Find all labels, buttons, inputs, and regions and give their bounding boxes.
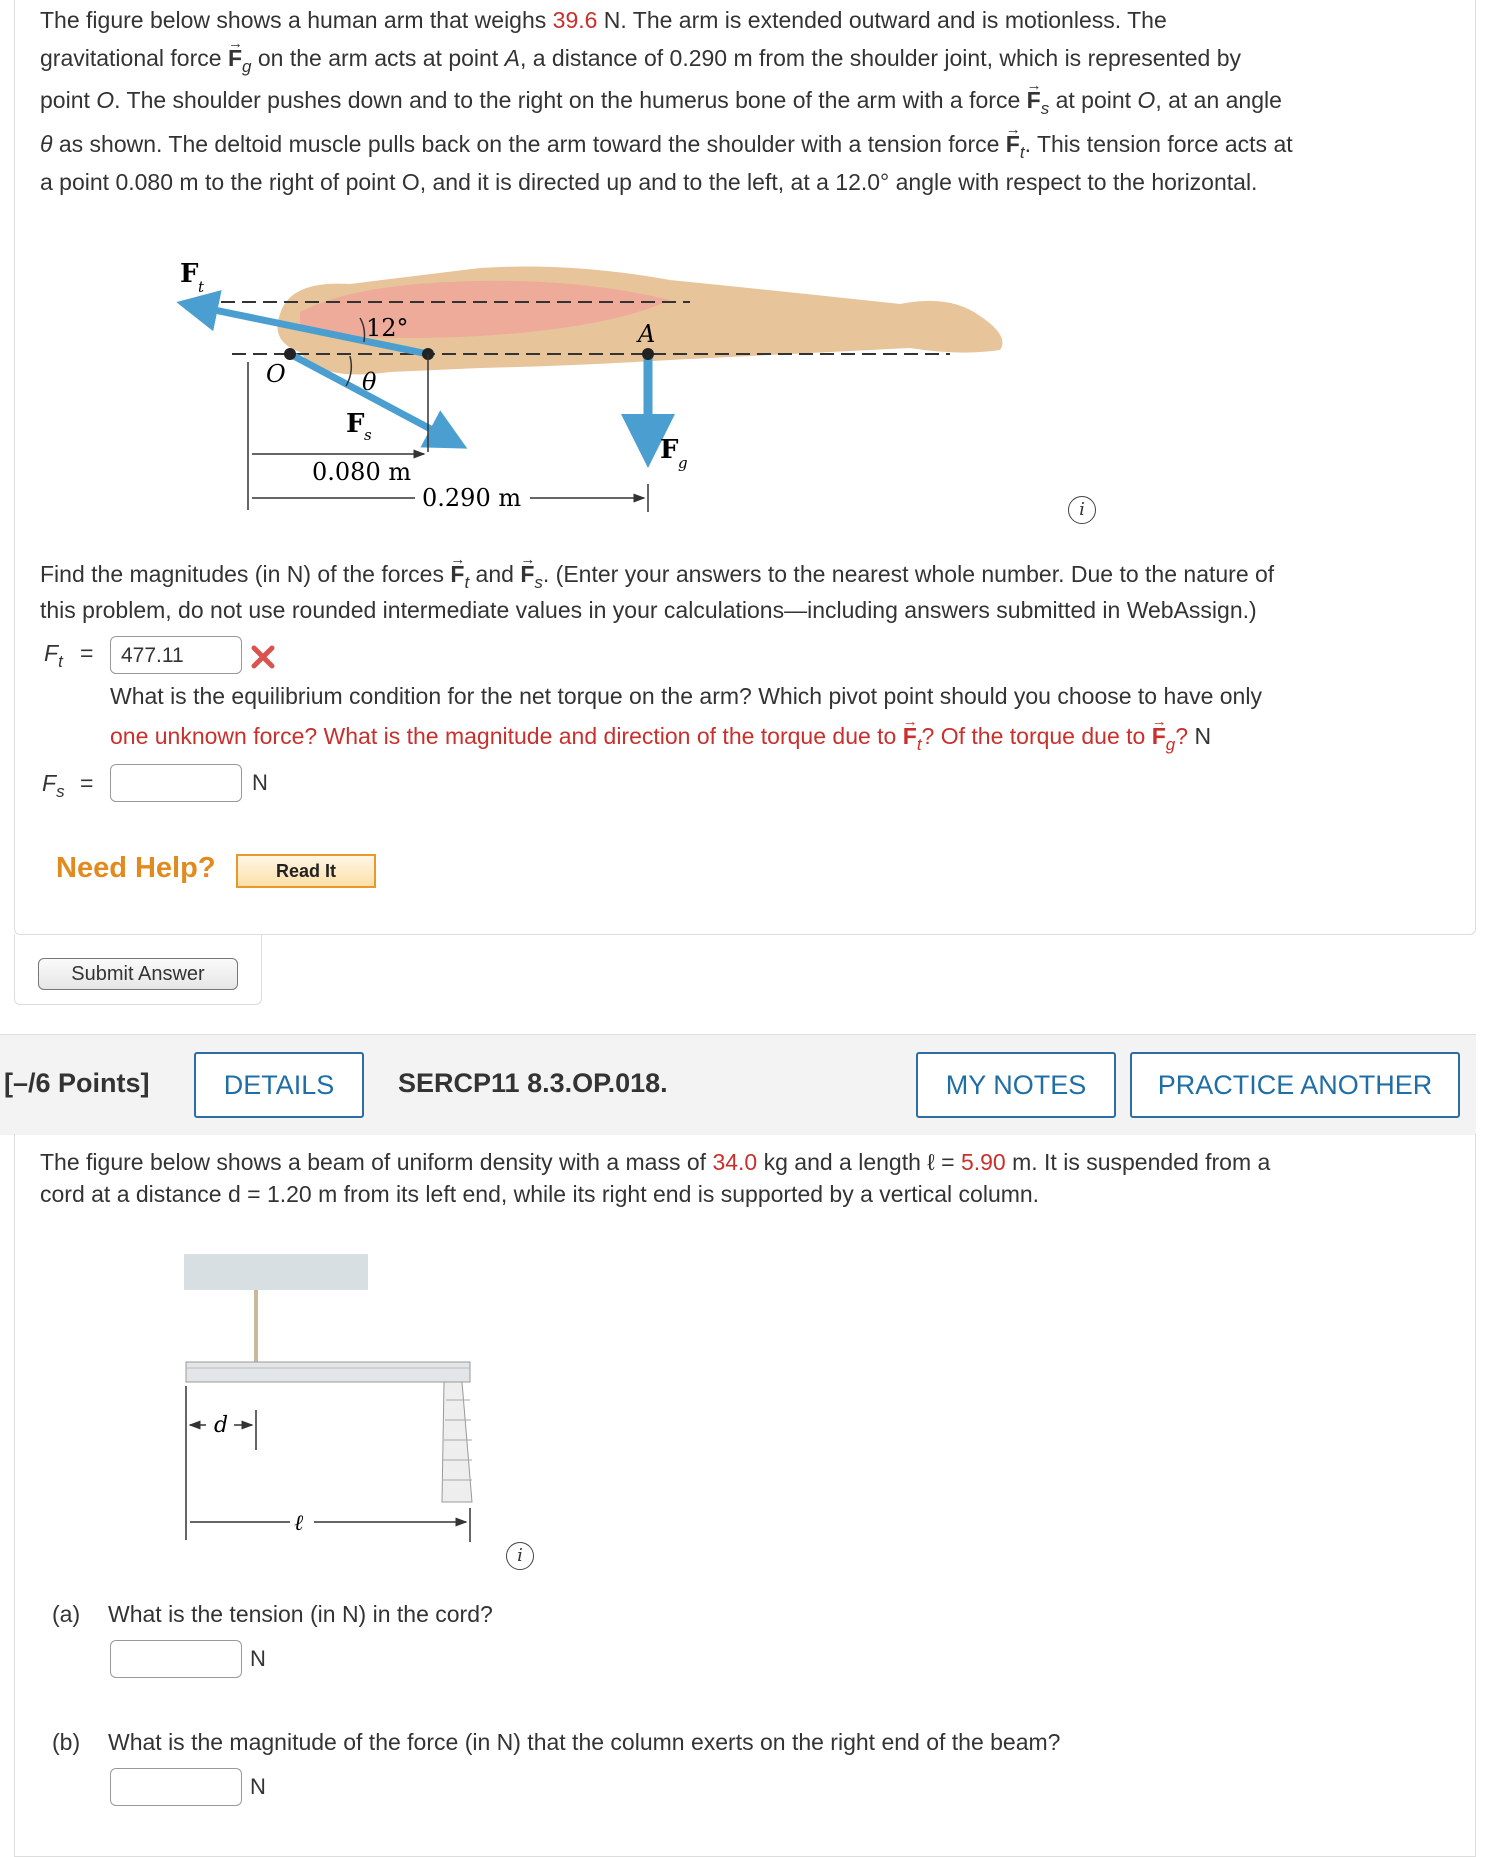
incorrect-icon bbox=[250, 644, 276, 670]
part-a-question: What is the tension (in N) in the cord? bbox=[108, 1601, 493, 1627]
vec-sub: t bbox=[1019, 143, 1025, 162]
vec-letter: F bbox=[450, 561, 465, 587]
text: kg and a length ℓ = bbox=[757, 1149, 961, 1175]
part-b-label: (b) bbox=[52, 1729, 81, 1755]
problem-code: SERCP11 8.3.OP.018. bbox=[398, 1068, 668, 1098]
text: F bbox=[42, 770, 57, 796]
theta: θ bbox=[40, 131, 53, 157]
text: Find the magnitudes (in N) of the forces bbox=[40, 561, 451, 587]
point-A-dot bbox=[642, 348, 654, 360]
length-value: 5.90 bbox=[960, 1149, 1006, 1175]
Ft-label bbox=[44, 640, 63, 672]
text: at point bbox=[1049, 87, 1138, 113]
unit-N: N bbox=[250, 1646, 266, 1671]
label-Fg-sub: g bbox=[678, 454, 688, 472]
label-Fs: F bbox=[346, 409, 365, 439]
part-b-question: What is the magnitude of the force (in N) that the column exerts on the right end of the beam? bbox=[108, 1729, 1061, 1755]
text: , at an angle bbox=[1155, 87, 1282, 113]
vec-letter: F bbox=[520, 561, 535, 587]
my-notes-button[interactable]: MY NOTES bbox=[916, 1052, 1116, 1118]
vec-letter: F bbox=[227, 45, 242, 71]
ceiling bbox=[184, 1254, 368, 1290]
label-d: d bbox=[214, 1413, 229, 1438]
vec-letter: F bbox=[1026, 87, 1041, 113]
q1-line-2 bbox=[40, 40, 1241, 85]
q1-line-3 bbox=[40, 82, 1282, 127]
vec-sub: g bbox=[242, 57, 252, 76]
vec-letter: F bbox=[902, 723, 917, 749]
text: The figure below shows a human arm that weighs bbox=[40, 7, 553, 33]
submit-answer-button[interactable]: Submit Answer bbox=[38, 958, 238, 990]
details-button[interactable]: DETAILS bbox=[194, 1052, 364, 1118]
Ft-answer-input[interactable]: 477.11 bbox=[110, 636, 242, 674]
label-Fg: F bbox=[660, 435, 679, 465]
label-290: 0.290 m bbox=[422, 484, 522, 512]
text: one unknown force? What is the magnitude and direction of the torque due to bbox=[110, 723, 903, 749]
unit-N: N bbox=[250, 1774, 266, 1799]
practice-another-button[interactable]: PRACTICE ANOTHER bbox=[1130, 1052, 1460, 1118]
label-O: O bbox=[266, 360, 286, 388]
mass-value: 34.0 bbox=[712, 1149, 758, 1175]
weight-value: 39.6 bbox=[552, 7, 598, 33]
read-it-button[interactable]: Read It bbox=[236, 854, 376, 888]
vec-sub: g bbox=[1165, 735, 1176, 754]
label-Fs-sub: s bbox=[364, 426, 372, 444]
label-theta: θ bbox=[362, 368, 377, 396]
point-O-dot bbox=[284, 348, 296, 360]
hint-line-2 bbox=[110, 718, 1211, 763]
vector-Fg bbox=[228, 40, 252, 85]
label-l: ℓ bbox=[294, 1511, 304, 1536]
vector-Fg bbox=[1152, 718, 1176, 763]
text: , a distance of 0.290 m from the shoulder joint, which is represented by bbox=[519, 45, 1242, 71]
vector-Ft bbox=[903, 718, 922, 763]
point-A: A bbox=[504, 45, 520, 71]
tension-input[interactable] bbox=[110, 1640, 242, 1678]
info-icon[interactable]: i bbox=[1068, 496, 1096, 524]
vec-letter: F bbox=[1151, 723, 1166, 749]
text: ? bbox=[1175, 723, 1189, 749]
text: . This tension force acts at bbox=[1024, 131, 1293, 157]
label-12deg: 12° bbox=[366, 314, 409, 342]
part-a-label: (a) bbox=[52, 1601, 81, 1627]
text: as shown. The deltoid muscle pulls back on the arm toward the shoulder with a tension force bbox=[52, 131, 1006, 157]
text: . (Enter your answers to the nearest whole number. Due to the nature of bbox=[542, 561, 1275, 587]
vec-sub: t bbox=[464, 573, 470, 592]
q1-line-5: a point 0.080 m to the right of point O, and it is directed up and to the left, at a 12.0° angle with respect to the horizontal. bbox=[40, 169, 1258, 195]
need-help-label: Need Help? bbox=[56, 852, 216, 884]
hint-line-1: What is the equilibrium condition for the net torque on the arm? Which pivot point should you choose to have only bbox=[110, 683, 1262, 709]
q1-line-1 bbox=[40, 2, 1167, 39]
vec-sub: t bbox=[916, 735, 922, 754]
label-Ft-sub: t bbox=[198, 278, 205, 296]
beam bbox=[186, 1362, 470, 1382]
Fs-label bbox=[42, 770, 65, 802]
vec-sub: s bbox=[1040, 99, 1050, 118]
point-O: O bbox=[1137, 87, 1156, 113]
label-Ft: F bbox=[180, 259, 199, 289]
text: and bbox=[469, 561, 521, 587]
text: N. The arm is extended outward and is motionless. The bbox=[597, 7, 1167, 33]
arm-figure bbox=[150, 232, 1030, 532]
text: s bbox=[56, 782, 65, 801]
unit: N bbox=[1194, 723, 1212, 749]
text: F bbox=[44, 640, 59, 666]
find-line-2: this problem, do not use rounded intermediate values in your calculations—including answers submitted in WebAssign.) bbox=[40, 597, 1257, 623]
Fs-answer-input[interactable] bbox=[110, 764, 242, 802]
text: . The shoulder pushes down and to the right on the humerus bone of the arm with a force bbox=[114, 87, 1027, 113]
beam-figure bbox=[180, 1250, 500, 1560]
text: The figure below shows a beam of uniform density with a mass of bbox=[40, 1149, 713, 1175]
points-label: [–/6 Points] bbox=[4, 1068, 150, 1098]
text: on the arm acts at point bbox=[251, 45, 505, 71]
column-force-input[interactable] bbox=[110, 1768, 242, 1806]
equals: = bbox=[80, 640, 94, 666]
label-A: A bbox=[638, 320, 656, 348]
vec-letter: F bbox=[1005, 131, 1020, 157]
text: t bbox=[58, 652, 63, 671]
text: point bbox=[40, 87, 97, 113]
point-O: O bbox=[96, 87, 115, 113]
text: ? Of the torque due to bbox=[921, 723, 1152, 749]
info-icon[interactable]: i bbox=[506, 1542, 534, 1570]
unit-N: N bbox=[252, 770, 268, 795]
vector-Fs bbox=[1027, 82, 1050, 127]
vec-sub: s bbox=[534, 573, 543, 592]
label-080: 0.080 m bbox=[312, 458, 412, 486]
text: m. It is suspended from a bbox=[1005, 1149, 1271, 1175]
equals: = bbox=[80, 770, 94, 796]
q2-line-2: cord at a distance d = 1.20 m from its left end, while its right end is supported by a vertical column. bbox=[40, 1181, 1040, 1207]
text: gravitational force bbox=[40, 45, 228, 71]
